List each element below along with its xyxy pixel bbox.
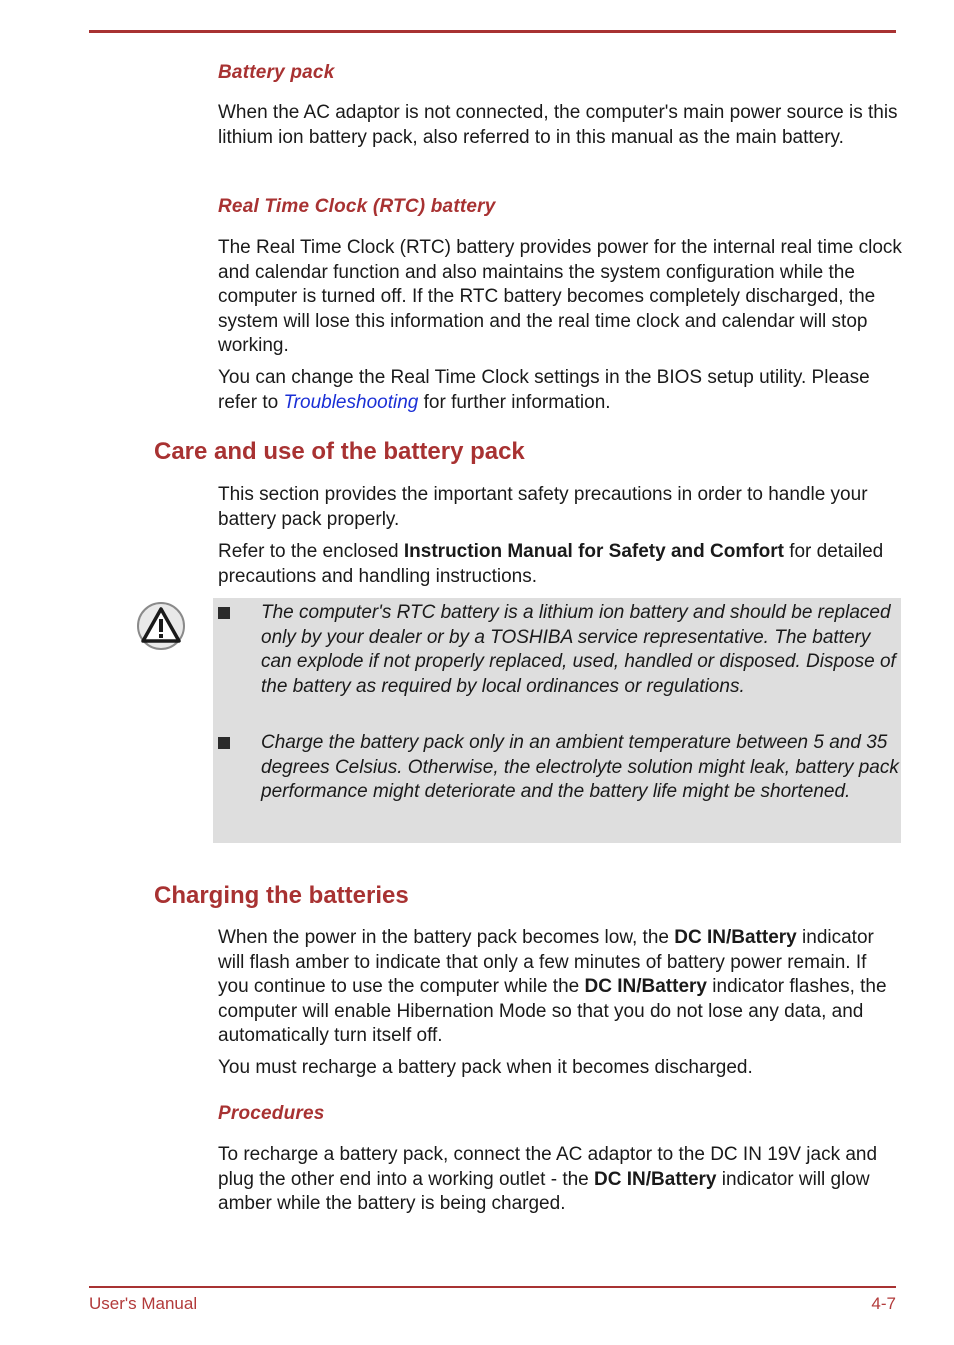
warning-triangle-icon xyxy=(136,601,186,651)
care-heading: Care and use of the battery pack xyxy=(154,438,525,465)
charging-heading: Charging the batteries xyxy=(154,882,409,909)
charging-text-1-c: indicator will flash amber to indicate that only a few minutes of battery power remain. If you continue to use the computer while the xyxy=(218,927,874,997)
procedures-heading: Procedures xyxy=(218,1103,325,1124)
dc-in-battery-label: DC IN/Battery xyxy=(594,1168,717,1190)
footer-manual-title: User's Manual xyxy=(89,1294,198,1313)
rtc-battery-text: The Real Time Clock (RTC) battery provides power for the internal real time clock and calendar function and also maintains the system configuration while the computer is turned off. If the RTC battery becomes completely discharged, the system will lose this information and the real time clock and calendar will stop working. xyxy=(218,237,902,356)
charging-text-1-d: indicator flashes, the computer will enable Hibernation Mode so that you do not lose any data, and automatically turn itself off. xyxy=(218,976,887,1046)
bullet-square xyxy=(218,607,230,619)
care-text-2-b: for detailed precautions and handling instructions. xyxy=(218,541,884,587)
care-text-2-a: Refer to the enclosed xyxy=(218,541,404,562)
procedures-text-a: To recharge a battery pack, connect the AC adaptor to the DC IN 19V jack and plug the other end into a working outlet - the xyxy=(218,1144,878,1190)
rtc-settings-text-a: You can change the Real Time Clock settings in the BIOS setup utility. Please refer to xyxy=(218,367,870,413)
procedures-text-b: indicator will glow amber while the battery is being charged. xyxy=(218,1168,870,1214)
charging-text-1-a: When the power in the battery pack becomes low, the xyxy=(218,927,675,948)
dc-in-battery-label: DC IN/Battery xyxy=(584,976,707,997)
rtc-settings-text-b: for further information. xyxy=(418,391,611,413)
warning-item-1: The computer's RTC battery is a lithium ion battery and should be replaced only by your dealer or by a TOSHIBA service representative. The battery can explode if not properly replaced, used, handled or disposed. Dispose of the battery as required by local ordinances or regulations. xyxy=(261,602,896,697)
procedures-text xyxy=(218,1143,902,1217)
rtc-battery-heading: Real Time Clock (RTC) battery xyxy=(218,196,496,217)
rtc-settings-text xyxy=(218,366,902,415)
header-rule xyxy=(89,30,896,33)
charging-text-1 xyxy=(218,926,902,1049)
care-text-2 xyxy=(218,540,902,589)
warning-item-2: Charge the battery pack only in an ambient temperature between 5 and 35 degrees Celsius. Otherwise, the electrolyte solution might leak, battery pack performance might deteriorate and the battery life might be shortened. xyxy=(261,732,899,802)
page-number: 4-7 xyxy=(871,1294,896,1313)
troubleshooting-link[interactable]: Troubleshooting xyxy=(283,391,419,413)
footer-rule xyxy=(89,1286,896,1288)
safety-manual-title: Instruction Manual for Safety and Comfort xyxy=(403,541,784,562)
charging-text-2: You must recharge a battery pack when it becomes discharged. xyxy=(218,1057,753,1078)
battery-pack-heading: Battery pack xyxy=(218,62,335,83)
battery-pack-text: When the AC adaptor is not connected, the computer's main power source is this lithium ion battery pack, also referred to in this manual as the main battery. xyxy=(218,102,898,148)
dc-in-battery-label: DC IN/Battery xyxy=(674,927,797,948)
care-text-1: This section provides the important safety precautions in order to handle your battery pack properly. xyxy=(218,484,868,530)
bullet-square xyxy=(218,737,230,749)
